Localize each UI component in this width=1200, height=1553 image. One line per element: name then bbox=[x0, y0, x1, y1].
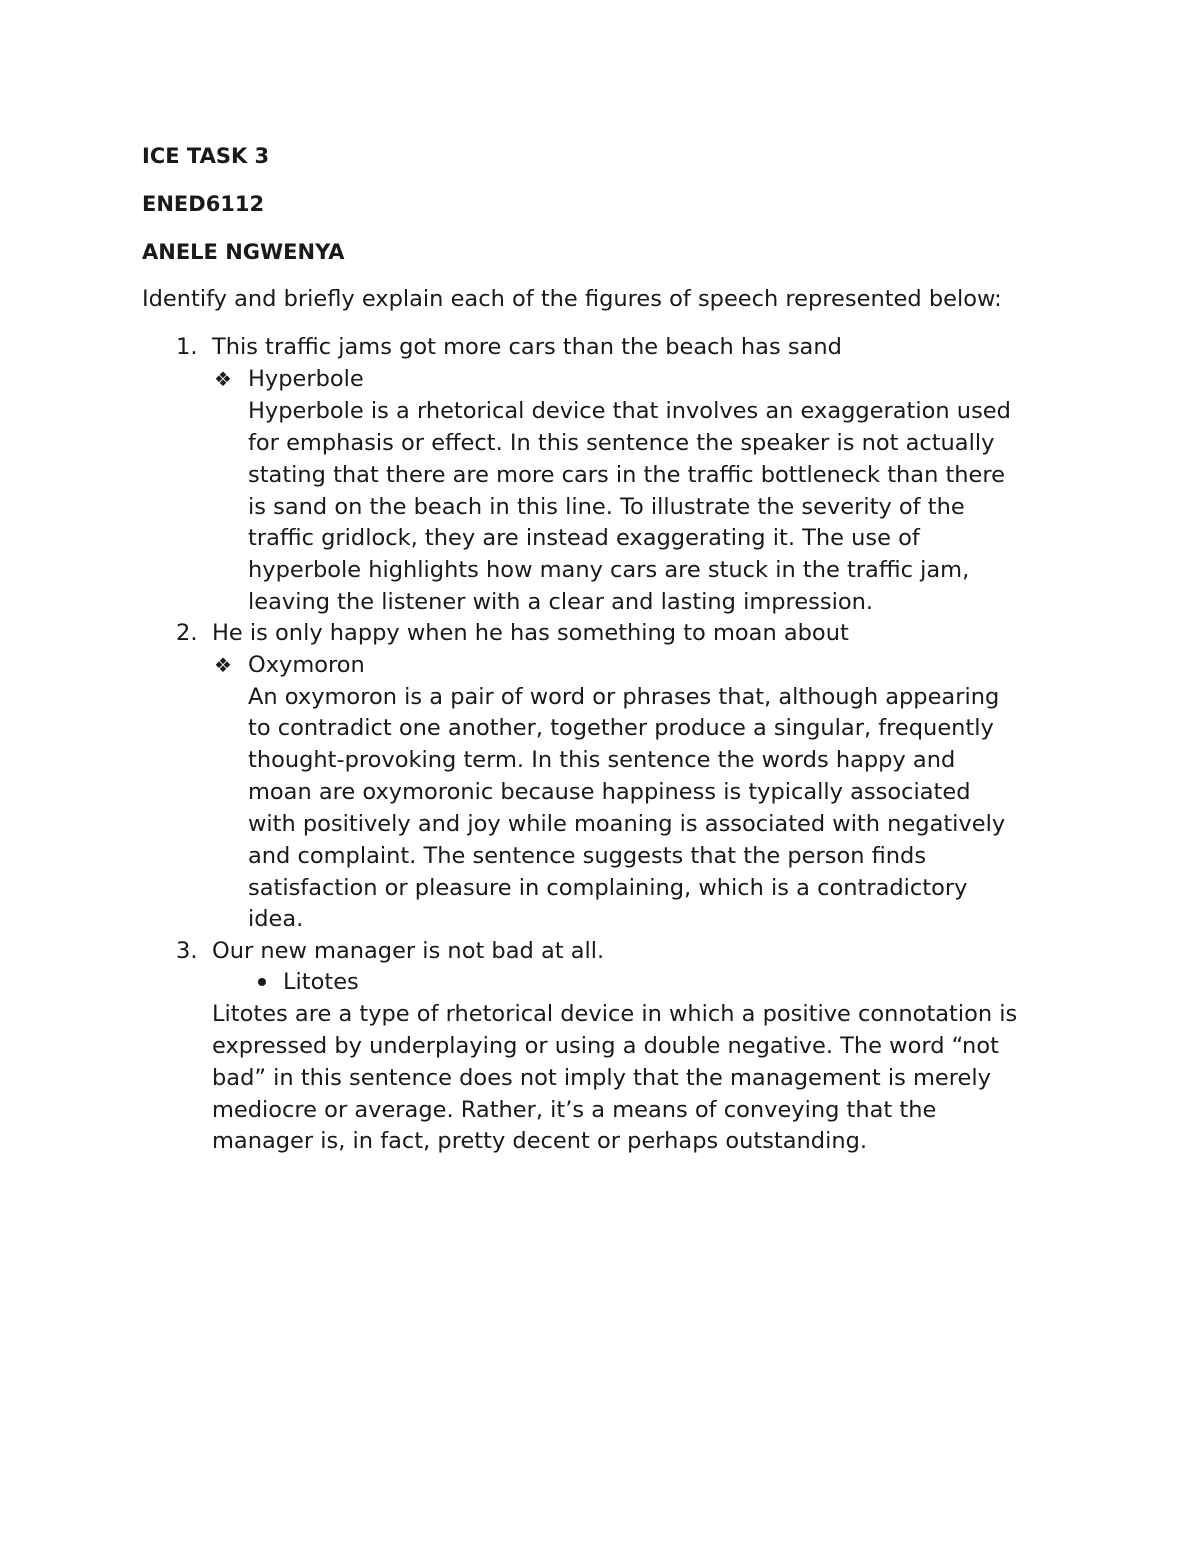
item-number: 3. bbox=[176, 938, 198, 964]
item-sentence: Our new manager is not bad at all. bbox=[212, 938, 605, 964]
explanation-line: Hyperbole is a rhetorical device that involves an exaggeration used bbox=[248, 398, 1011, 424]
explanation-line: Litotes are a type of rhetorical device in which a positive connotation is bbox=[212, 1001, 1018, 1027]
diamond-bullet-icon: ❖ bbox=[214, 367, 232, 391]
explanation-line: is sand on the beach in this line. To illustrate the severity of the bbox=[248, 494, 965, 520]
item-sentence: This traffic jams got more cars than the beach has sand bbox=[212, 334, 842, 360]
bullet-dot-icon bbox=[258, 978, 266, 986]
explanation-line: to contradict one another, together produce a singular, frequently bbox=[248, 715, 994, 741]
figure-name: Hyperbole bbox=[248, 366, 364, 392]
doc-title: ICE TASK 3 bbox=[142, 144, 270, 168]
explanation-line: thought-provoking term. In this sentence the words happy and bbox=[248, 747, 956, 773]
instruction-text: Identify and briefly explain each of the figures of speech represented below: bbox=[142, 286, 1002, 312]
explanation-line: hyperbole highlights how many cars are stuck in the traffic jam, bbox=[248, 557, 970, 583]
explanation-line: manager is, in fact, pretty decent or perhaps outstanding. bbox=[212, 1128, 868, 1154]
figure-name: Litotes bbox=[283, 969, 359, 995]
item-number: 2. bbox=[176, 620, 198, 646]
explanation-line: leaving the listener with a clear and lasting impression. bbox=[248, 589, 874, 615]
explanation-line: bad” in this sentence does not imply that the management is merely bbox=[212, 1065, 991, 1091]
explanation-line: stating that there are more cars in the traffic bottleneck than there bbox=[248, 462, 1006, 488]
explanation-line: mediocre or average. Rather, it’s a means of conveying that the bbox=[212, 1097, 937, 1123]
explanation-line: for emphasis or effect. In this sentence the speaker is not actually bbox=[248, 430, 995, 456]
explanation-line: idea. bbox=[248, 906, 304, 932]
author-name: ANELE NGWENYA bbox=[142, 240, 345, 264]
diamond-bullet-icon: ❖ bbox=[214, 653, 232, 677]
item-sentence: He is only happy when he has something to moan about bbox=[212, 620, 849, 646]
explanation-line: satisfaction or pleasure in complaining, which is a contradictory bbox=[248, 875, 968, 901]
explanation-line: traffic gridlock, they are instead exaggerating it. The use of bbox=[248, 525, 920, 551]
explanation-line: expressed by underplaying or using a double negative. The word “not bbox=[212, 1033, 999, 1059]
explanation-line: moan are oxymoronic because happiness is typically associated bbox=[248, 779, 971, 805]
explanation-line: and complaint. The sentence suggests that the person finds bbox=[248, 843, 927, 869]
explanation-line: An oxymoron is a pair of word or phrases that, although appearing bbox=[248, 684, 1000, 710]
explanation-line: with positively and joy while moaning is associated with negatively bbox=[248, 811, 1006, 837]
figure-name: Oxymoron bbox=[248, 652, 365, 678]
item-number: 1. bbox=[176, 334, 198, 360]
course-code: ENED6112 bbox=[142, 192, 265, 216]
